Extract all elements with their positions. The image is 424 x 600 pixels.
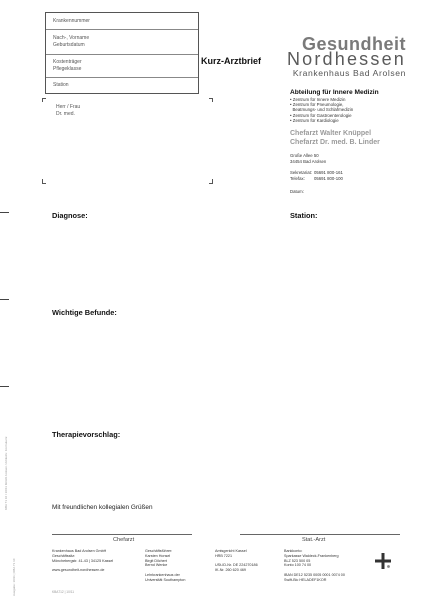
divider <box>46 29 198 30</box>
divider <box>46 77 198 78</box>
field-name: Nach-, Vorname <box>53 35 90 41</box>
department-item: Beatmungs- und Schlafmedizin <box>292 107 354 113</box>
brand-line-2: Nordhessen <box>286 49 406 69</box>
closing-greeting: Mit freundlichen kollegialen Grüßen <box>52 504 153 511</box>
field-geburtsdatum: Geburtsdatum <box>53 42 85 48</box>
section-befunde: Wichtige Befunde: <box>52 308 117 317</box>
footer-registry: Amtsgericht Kassel HRB 7221 USt-ID-Nr. DE 224270186 IK-Nr. 260 620 469 <box>215 549 258 573</box>
contact-city: 34454 Bad Arolsen <box>290 159 327 164</box>
footer-company: Krankenhaus Bad Arolsen GmbH Geschäftssitz: Mönchebergstr. 41-43 | 34125 Kassel www.gesundheit-nordhessen.de <box>52 549 114 573</box>
cross-logo-icon <box>373 551 393 571</box>
address-salutation: Herr / Frau <box>56 104 81 110</box>
patient-label-box <box>45 12 199 94</box>
department-item: • Zentrum für Gastroenterologie <box>290 112 352 118</box>
document-title: Kurz-Arztbrief <box>201 56 261 66</box>
brand-line-1: Gesundheit <box>301 34 406 54</box>
section-diagnose: Diagnose: <box>52 211 88 220</box>
signature-line-right <box>240 534 400 535</box>
department-title: Abteilung für Innere Medizin <box>290 89 379 96</box>
department-item: • Zentrum für Innere Medizin <box>290 97 346 102</box>
telefax-value: 05691 800-100 <box>314 176 343 181</box>
window-corner-mark <box>42 98 46 99</box>
field-station: Station <box>53 82 69 88</box>
department-item: • Zentrum für Pneumologie, <box>290 102 344 108</box>
window-corner-mark <box>212 98 213 102</box>
sekretariat-value: 05691 800-161 <box>314 170 343 175</box>
chefarzt-2: Chefarzt Dr. med. B. Linder <box>290 139 380 146</box>
fold-mark-top <box>0 212 9 213</box>
department-item: • Zentrum für Kardiologie <box>290 117 339 123</box>
field-krankennummer: Krankennummer <box>53 18 90 24</box>
signature-line-left <box>52 534 192 535</box>
contact-street: Große Allee 50 <box>290 153 319 158</box>
sekretariat-label: Sekretariat: <box>290 170 312 175</box>
window-corner-mark <box>209 183 213 184</box>
window-corner-mark <box>42 98 43 102</box>
brand-line-3: Krankenhaus Bad Arolsen <box>292 68 406 78</box>
signature-label-stationsarzt: Stat.-Arzt <box>302 537 326 543</box>
punch-mark <box>0 299 9 300</box>
datum-label: Datum: <box>290 189 304 194</box>
field-pflegeklasse: Pflegeklasse <box>53 66 82 72</box>
department-list <box>290 97 400 123</box>
bottom-code: KBA712 | 10/11 <box>52 590 75 594</box>
form-code: Ausgabe: 10/11 | KBA 71 10 <box>12 558 16 596</box>
telefax-label: Telefax: <box>290 176 305 181</box>
margin-code: KBA 71 10 / 10/11 bb/HK Arolsen / Artikelnr. Formularnr. <box>4 435 8 510</box>
window-corner-mark <box>209 98 213 99</box>
signature-label-chefarzt: Chefarzt <box>113 537 135 543</box>
section-therapie: Therapievorschlag: <box>52 430 121 439</box>
footer-bank: Bankkonto: Sparkasse Waldeck-Frankenberg BLZ 523 500 05 Konto 100 74 00 IBAN DE12 5235 0005 0001 0074 00 Swift-Bic HELADEF1KOR <box>284 549 345 582</box>
divider <box>46 54 198 55</box>
footer-management: Geschäftsführer: Karsten Honsel Birgit Dilchert Bernd Wenke Lehrkrankenhaus der Universität Southampton <box>145 549 186 582</box>
chefarzt-1: Chefarzt Walter Knüppel <box>290 130 372 137</box>
address-title: Dr. med. <box>56 111 75 117</box>
fold-mark-bottom <box>0 386 9 387</box>
section-station: Station: <box>290 211 318 220</box>
field-kostentraeger: Kostenträger <box>53 59 82 65</box>
footer-website: www.gesundheit-nordhessen.de <box>52 568 105 573</box>
window-corner-mark <box>42 183 46 184</box>
